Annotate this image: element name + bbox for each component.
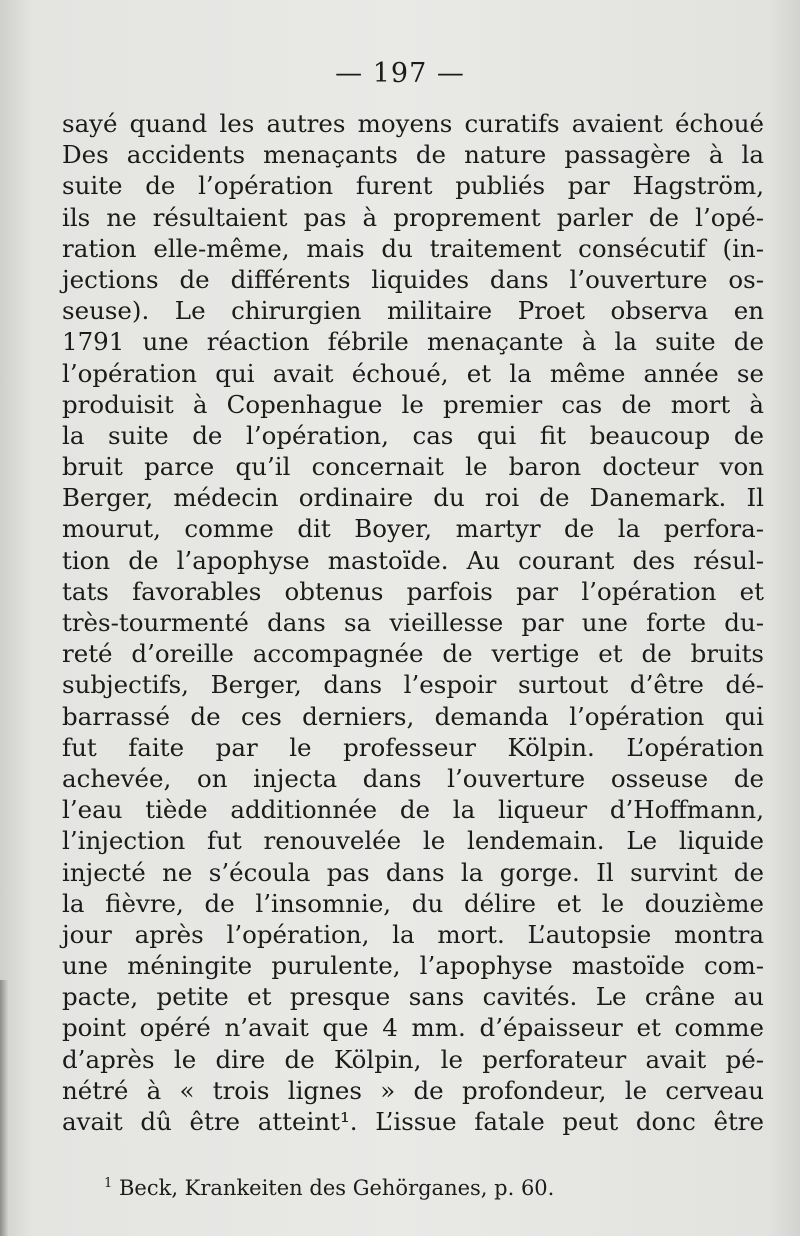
text-line: l’eau tiède additionnée de la liqueur d’Hoffmann, <box>62 795 764 825</box>
text-line: mourut, comme dit Boyer, martyr de la perfora- <box>62 514 764 544</box>
text-line: Des accidents menaçants de nature passagère à la <box>62 140 764 170</box>
text-line: 1791 une réaction fébrile menaçante à la suite de <box>62 327 764 357</box>
text-line: une méningite purulente, l’apophyse mastoïde com- <box>62 951 764 981</box>
text-line: l’injection fut renouvelée le lendemain. Le liquide <box>62 826 764 856</box>
binding-edge <box>0 980 8 1236</box>
text-line: subjectifs, Berger, dans l’espoir surtout d’être dé- <box>62 670 764 700</box>
footnote-text: Beck, Krankeiten des Gehörganes, p. 60. <box>118 1176 555 1200</box>
text-line: avait dû être atteint¹. L’issue fatale peut donc être <box>62 1107 764 1136</box>
text-line: bruit parce qu’il concernait le baron docteur von <box>62 452 764 482</box>
text-line: tion de l’apophyse mastoïde. Au courant des résul- <box>62 545 764 575</box>
text-line: ils ne résultaient pas à proprement parler de l’opé- <box>62 202 764 232</box>
text-line: très-tourmenté dans sa vieillesse par une forte du- <box>62 608 764 637</box>
text-line: d’après le dire de Kölpin, le perforateur avait pé- <box>62 1044 764 1074</box>
text-line: sayé quand les autres moyens curatifs avaient échoué <box>62 109 764 138</box>
text-line: pacte, petite et presque sans cavités. Le crâne au <box>62 982 764 1012</box>
footnote <box>104 1176 604 1200</box>
text-line: ration elle-même, mais du traitement consécutif (in- <box>62 233 764 263</box>
text-line: point opéré n’avait que 4 mm. d’épaisseur et comme <box>62 1013 764 1043</box>
text-line: jections de différents liquides dans l’ouverture os- <box>62 264 764 294</box>
text-line: reté d’oreille accompagnée de vertige et de bruits <box>62 639 764 669</box>
page-number: — 197 — <box>335 58 465 89</box>
text-line: barrassé de ces derniers, demanda l’opération qui <box>62 701 764 731</box>
text-line: l’opération qui avait échoué, et la même année se <box>62 358 764 388</box>
text-line: achevée, on injecta dans l’ouverture osseuse de <box>62 763 764 793</box>
footnote-marker: 1 <box>104 1176 113 1191</box>
text-line: la suite de l’opération, cas qui fit beaucoup de <box>62 420 764 450</box>
text-line: tats favorables obtenus parfois par l’opération et <box>62 576 764 606</box>
text-line: suite de l’opération furent publiés par Hagström, <box>62 171 764 201</box>
body-text <box>62 108 764 1137</box>
text-line: produisit à Copenhague le premier cas de mort à <box>62 389 764 419</box>
text-line: la fièvre, de l’insomnie, du délire et le douzième <box>62 888 764 918</box>
text-line: Berger, médecin ordinaire du roi de Danemark. Il <box>62 483 764 513</box>
text-line: fut faite par le professeur Kölpin. L’opération <box>62 732 764 762</box>
text-line: nétré à « trois lignes » de profondeur, le cerveau <box>62 1075 764 1105</box>
text-line: jour après l’opération, la mort. L’autopsie montra <box>62 919 764 949</box>
text-line: injecté ne s’écoula pas dans la gorge. Il survint de <box>62 857 764 887</box>
text-line: seuse). Le chirurgien militaire Proet observa en <box>62 296 764 326</box>
